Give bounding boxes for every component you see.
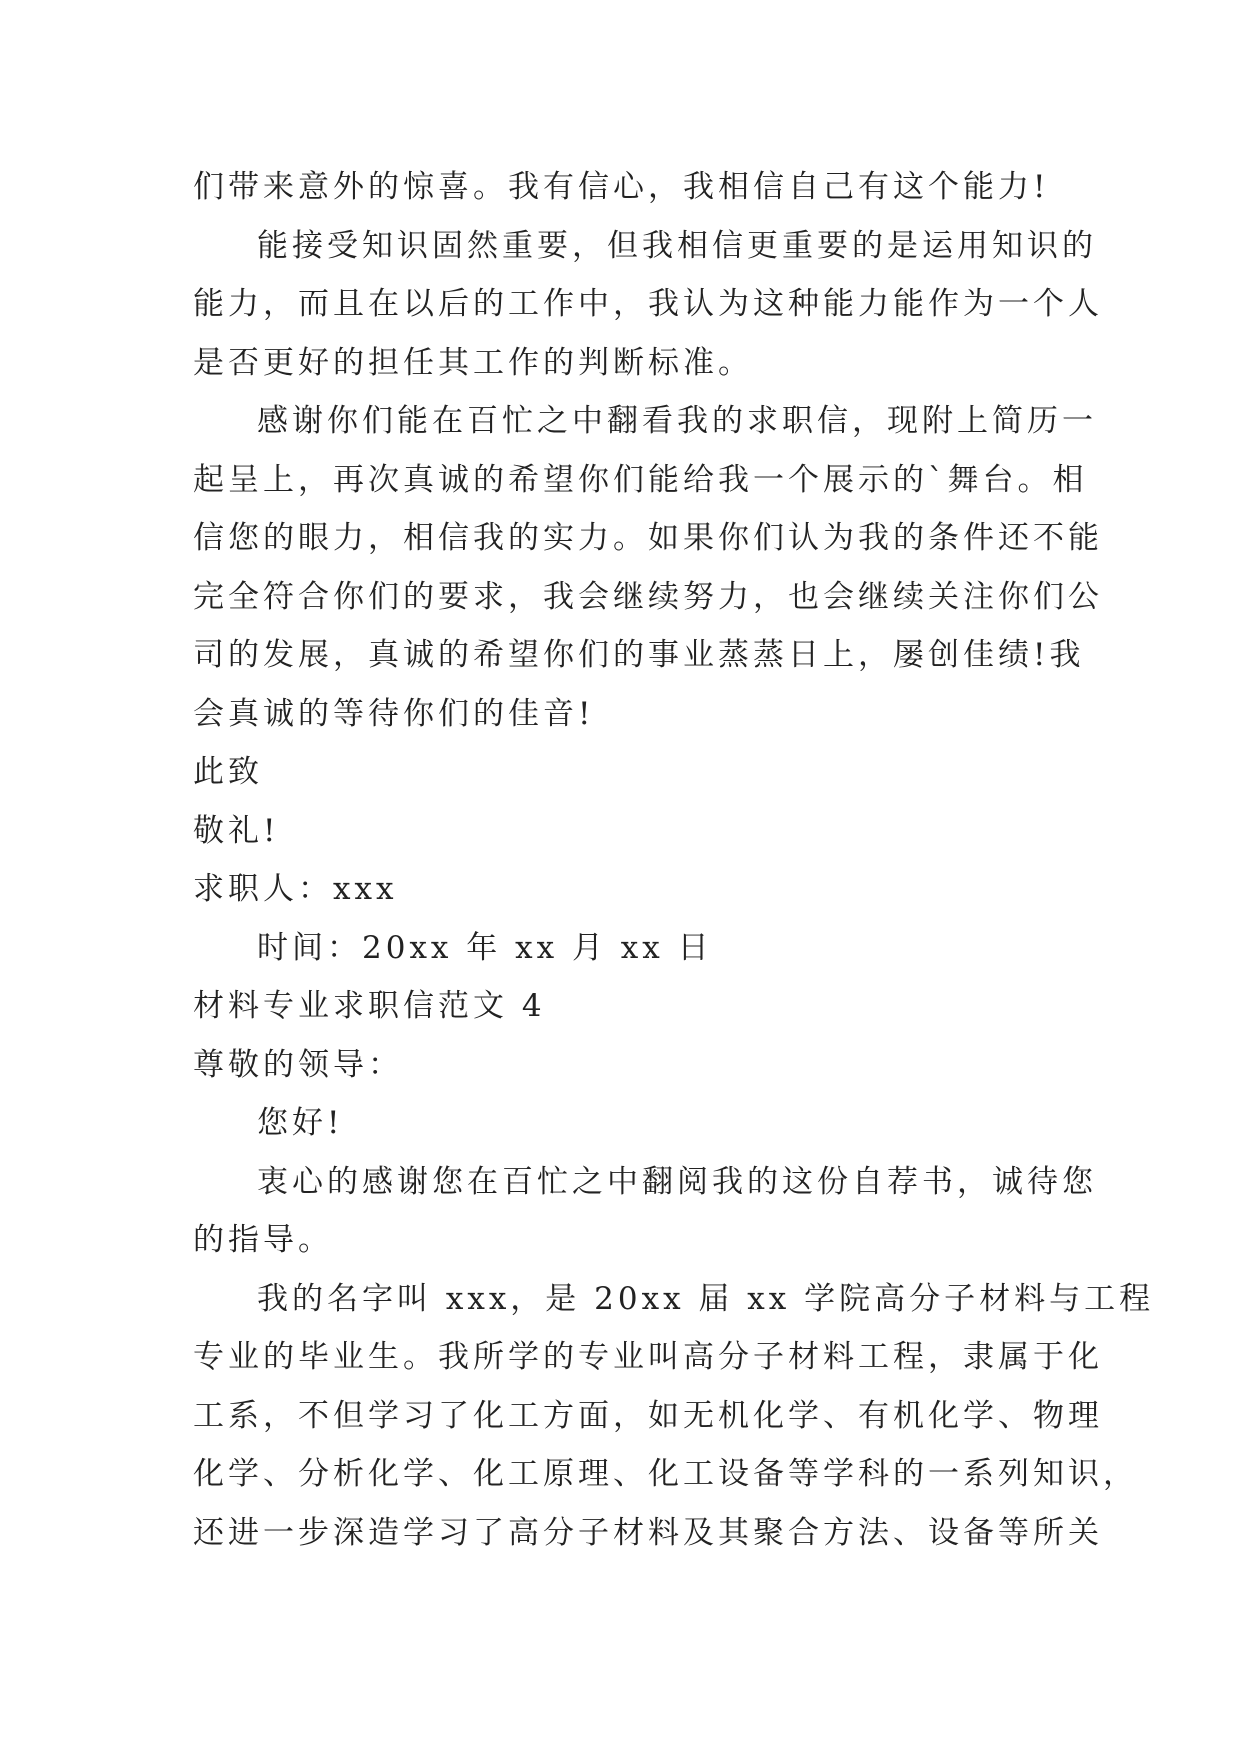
text-line: 还进一步深造学习了高分子材料及其聚合方法、设备等所关: [193, 1514, 1103, 1551]
text-line: 完全符合你们的要求，我会继续努力，也会继续关注你们公: [193, 578, 1103, 615]
text-line: 司的发展，真诚的希望你们的事业蒸蒸日上，屡创佳绩!我: [193, 637, 1085, 673]
text-line: 感谢你们能在百忙之中翻看我的求职信，现附上简历一: [257, 403, 1097, 439]
text-line: 衷心的感谢您在百忙之中翻阅我的这份自荐书，诚待您: [257, 1163, 1097, 1200]
text-line: 是否更好的担任其工作的判断标准。: [193, 344, 753, 381]
applicant-signature: 求职人：xxx: [193, 871, 398, 907]
text-line: 能力，而且在以后的工作中，我认为这种能力能作为一个人: [193, 286, 1103, 322]
text-line: 起呈上，再次真诚的希望你们能给我一个展示的`舞台。相: [193, 461, 1088, 498]
text-line: 信您的眼力，相信我的实力。如果你们认为我的条件还不能: [193, 520, 1103, 556]
text-line: 的指导。: [193, 1222, 333, 1258]
paragraph-continuation: 们带来意外的惊喜。我有信心，我相信自己有这个能力!: [193, 169, 1050, 205]
text-line: 我的名字叫 xxx，是 20xx 届 xx 学院高分子材料与工程: [257, 1280, 1155, 1317]
greeting-recipient: 尊敬的领导：: [193, 1046, 403, 1083]
text-line: 能接受知识固然重要，但我相信更重要的是运用知识的: [257, 227, 1097, 264]
text-line: 工系，不但学习了化工方面，如无机化学、有机化学、物理: [193, 1397, 1103, 1434]
paragraph-thanks: [193, 392, 1103, 743]
paragraph-introduction: [193, 1270, 1155, 1563]
closing-salutation: 此致: [193, 754, 263, 790]
document-body: [193, 158, 1155, 1562]
paragraph-knowledge-ability: [193, 217, 1103, 393]
section-title: 材料专业求职信范文 4: [193, 988, 546, 1024]
letter-date: 时间：20xx 年 xx 月 xx 日: [257, 929, 713, 966]
closing-regards: 敬礼!: [193, 812, 280, 849]
greeting-hello: 您好!: [257, 1105, 344, 1141]
text-line: 会真诚的等待你们的佳音!: [193, 695, 595, 732]
paragraph-gratitude: [193, 1153, 1097, 1270]
text-line: 专业的毕业生。我所学的专业叫高分子材料工程，隶属于化: [193, 1339, 1103, 1375]
text-line: 化学、分析化学、化工原理、化工设备等学科的一系列知识，: [193, 1456, 1138, 1492]
